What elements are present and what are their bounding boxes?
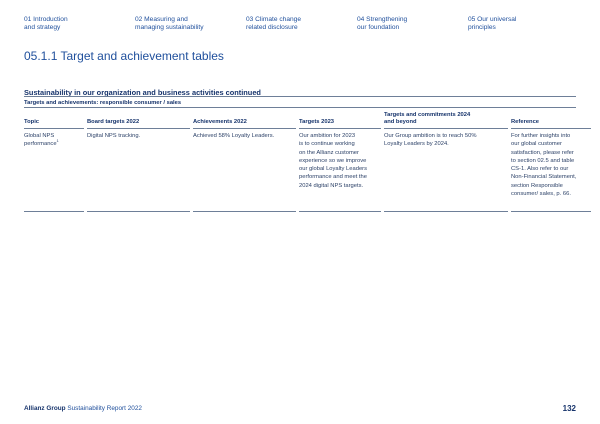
footer-report-title: Sustainability Report 2022: [67, 405, 142, 412]
nav-item-foundation[interactable]: 04 Strengthening our foundation: [357, 16, 408, 32]
section-heading: Sustainability in our organization and business activities continued: [24, 88, 261, 97]
targets-table: [21, 109, 594, 212]
nav-item-measuring[interactable]: 02 Measuring and managing sustainability: [135, 16, 204, 32]
cell-achievements: Achieved 58% Loyalty Leaders.: [193, 129, 296, 212]
subheading-divider: [24, 107, 576, 108]
cell-board-targets: Digital NPS tracking.: [87, 129, 190, 212]
nav-item-introduction[interactable]: 01 Introduction and strategy: [24, 16, 68, 32]
header-topic: Topic: [24, 109, 84, 129]
nav-item-climate[interactable]: 03 Climate change related disclosure: [246, 16, 301, 32]
footnote-marker: 1: [56, 138, 59, 144]
header-targets-2023: Targets 2023: [299, 109, 381, 129]
cell-targets-2023: Our ambition for 2023 is to continue working on the Allianz customer experience so we improve our global Loyalty Leaders performance and meet the 2024 digital NPS targets.: [299, 129, 381, 212]
nav-item-principles[interactable]: 05 Our universal principles: [468, 16, 517, 32]
section-divider: [24, 96, 576, 97]
header-reference: Reference: [511, 109, 591, 129]
header-board-targets: Board targets 2022: [87, 109, 190, 129]
header-achievements: Achievements 2022: [193, 109, 296, 129]
footer-brand: Allianz Group: [24, 405, 66, 412]
cell-reference: For further insights into our global customer satisfaction, please refer to section 02.5 and table CS-1. Also refer to our Non-Financial Statement, section Responsible consumer/ sales, p. 66.: [511, 129, 591, 212]
page-title: 05.1.1 Target and achievement tables: [24, 49, 224, 63]
top-navigation: [24, 10, 576, 34]
footer: [24, 405, 142, 412]
page-number: 132: [562, 404, 576, 413]
header-targets-2024: Targets and commitments 2024 and beyond: [384, 109, 508, 129]
table-row: [24, 129, 591, 212]
cell-topic: Global NPS performance$^1$: [24, 129, 84, 212]
table-header-row: [24, 109, 591, 129]
cell-targets-2024: Our Group ambition is to reach 50% Loyalty Leaders by 2024.: [384, 129, 508, 212]
table-subheading: Targets and achievements: responsible consumer / sales: [24, 100, 182, 106]
